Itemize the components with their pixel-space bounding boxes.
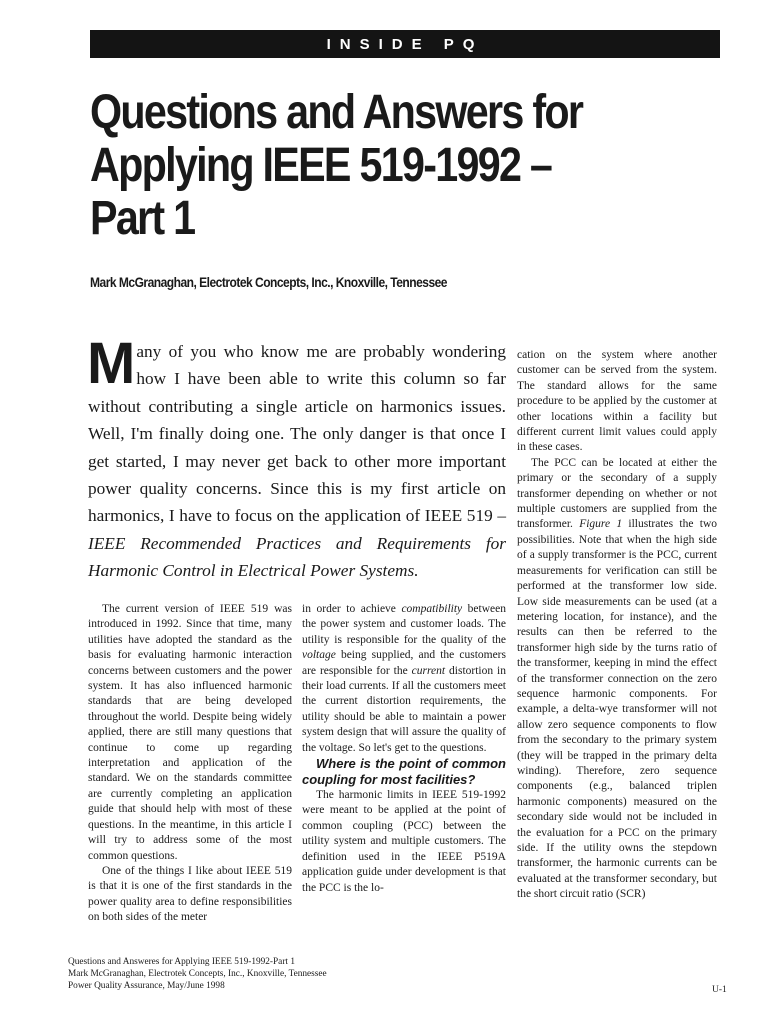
text-run-italic: current — [411, 664, 446, 677]
text-run: between the power system and customer loads. The utility is responsible for the quality of the — [302, 603, 506, 646]
text-run-italic: voltage — [302, 649, 336, 662]
author-byline: Mark McGranaghan, Electrotek Concepts, Inc., Knoxville, Tennessee — [90, 274, 447, 290]
column-3 — [517, 348, 717, 903]
figure-reference: Figure 1 — [579, 518, 623, 531]
text-run-italic: compatibility — [401, 603, 463, 615]
column-2 — [302, 602, 506, 896]
body-paragraph: The current version of IEEE 519 was introduced in 1992. Since that time, many utilities have adopted the standard as the basis for evaluating harmonic interaction concerns between customers and the power system. It has also influenced harmonic standards that are being developed throughout the world. Despite being widely applied, there are still many questions that continue to come up regarding interpretation and application of the standard. We on the standards committee are currently completing an application guide that should help with most of these questions. In the meantime, in this article I will try to address some of the most common questions. — [88, 603, 292, 862]
footer-line: Mark McGranaghan, Electrotek Concepts, Inc., Knoxville, Tennessee — [68, 969, 327, 979]
footer-line: Power Quality Assurance, May/June 1998 — [68, 981, 225, 991]
page-number: U-1 — [712, 985, 727, 995]
body-paragraph: One of the things I like about IEEE 519 is that it is one of the first standards in the power quality area to define responsibilities on both sides of the meter — [88, 864, 292, 924]
title-line-1: Questions and Answers for — [90, 86, 583, 139]
body-paragraph: cation on the system where another customer can be served from the system. The standard allows for the same procedure to be applied by the customer at other locations within a facility but different current limit values could apply in these cases. — [517, 349, 717, 454]
page-footer — [68, 956, 568, 992]
text-run: The PCC can be located at either the primary or the secondary of a supply transformer depending on whether or not multiple customers are supplied from the transformer. — [517, 456, 717, 531]
text-run: being supplied, and the customers are responsible for the — [302, 649, 506, 677]
article-title — [90, 86, 640, 245]
drop-cap: M — [87, 331, 136, 396]
text-run: distortion in their load currents. If all the customers meet the current distortion requirements, the utility should be able to maintain a power system design that will assure the quality of the voltage. So let's get to the questions. — [302, 664, 506, 754]
body-paragraph: The harmonic limits in IEEE 519-1992 were meant to be applied at the point of common coupling (PCC) between the utility system and multiple customers. The definition used in the IEEE P519A application guide under development is that the PCC is the lo- — [302, 789, 506, 894]
text-run: in order to achieve — [302, 603, 402, 615]
lead-paragraph — [87, 331, 506, 585]
lead-text: any of you who know me are probably wondering how I have been able to write this column so far without contributing a single article on harmonics issues. Well, I'm finally doing one. The only danger is that once I get started, I may never get back to other more important power quality concerns. Since this is my first article on harmonics, I have to focus on the application of IEEE 519 – — [88, 342, 506, 526]
lead-text-italic: IEEE Recommended Practices and Requirements for Harmonic Control in Electrical Power Systems. — [88, 533, 506, 581]
column-1 — [88, 602, 292, 926]
title-line-3: Part 1 — [90, 192, 195, 245]
section-banner: INSIDE PQ — [90, 30, 720, 58]
section-heading: Where is the point of common coupling for most facilities? — [302, 756, 506, 788]
body-paragraph — [517, 456, 717, 903]
footer-line: Questions and Answeres for Applying IEEE 519-1992-Part 1 — [68, 957, 295, 967]
title-line-2: Applying IEEE 519-1992 – — [90, 139, 552, 192]
body-paragraph — [302, 602, 506, 756]
text-run: illustrates the two possibilities. Note that when the high side of a supply transformer is the PCC, current measurements for verification can still be performed at the transformer low side. Low side measurements can be used (at a metering location, for instance), and the results can then be referred to the transformer high side by the turns ratio of the transformer, keeping in mind the effect of the transformer connection on the zero sequence harmonic components. For example, a delta-wye transformer will not allow zero sequence components to flow from the secondary to the primary system (they will be trapped in the primary delta winding). Therefore, zero sequence components (e.g., balanced triplen harmonic components) measured on the secondary side would not be included in the evaluation for a PCC on the primary side. If the utility owns the stepdown transformer, the harmonic currents can be evaluated at the transformer secondary, but the short circuit ratio (SCR) — [517, 518, 718, 901]
